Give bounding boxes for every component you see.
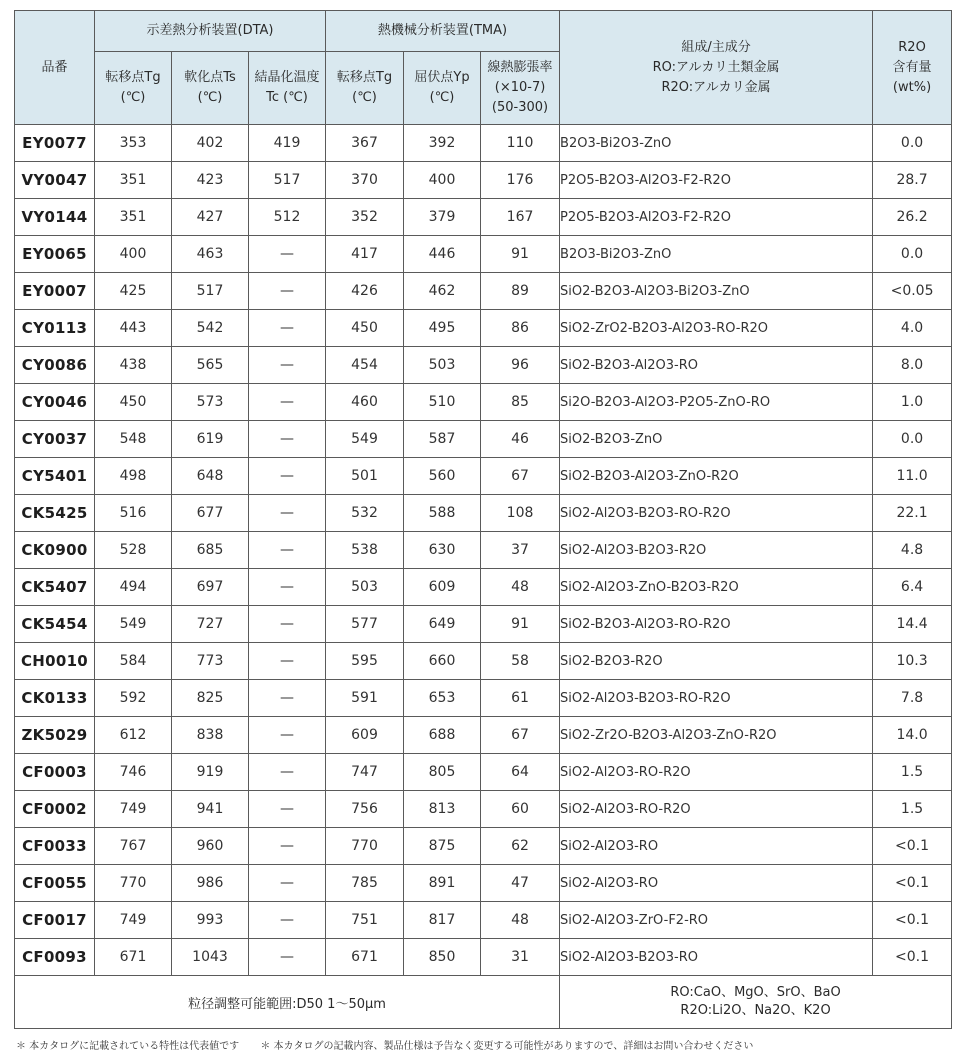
r2o-content-cell: 1.5	[873, 754, 952, 791]
composition-cell: SiO2-Al2O3-RO-R2O	[560, 791, 873, 828]
yield-point-cell: 587	[404, 421, 481, 458]
thermal-expansion-cell: 89	[481, 273, 560, 310]
yield-point-cell: 400	[404, 162, 481, 199]
r2o-content-cell: 0.0	[873, 421, 952, 458]
header-r2o-content: R2O 含有量 (wt%)	[873, 11, 952, 125]
composition-cell: SiO2-B2O3-Al2O3-ZnO-R2O	[560, 458, 873, 495]
header-composition: 組成/主成分 RO:アルカリ土類金属 R2O:アルカリ金属	[560, 11, 873, 125]
dta-tg-cell: 749	[95, 902, 172, 939]
r2o-content-cell: 8.0	[873, 347, 952, 384]
table-row	[15, 273, 952, 310]
crystallization-temp-cell: —	[249, 532, 326, 569]
header-tma-group: 熱機械分析装置(TMA)	[326, 11, 560, 52]
crystallization-temp-cell: —	[249, 902, 326, 939]
dta-tg-cell: 770	[95, 865, 172, 902]
thermal-expansion-cell: 91	[481, 606, 560, 643]
dta-tg-cell: 516	[95, 495, 172, 532]
yield-point-cell: 379	[404, 199, 481, 236]
softening-point-cell: 986	[172, 865, 249, 902]
tma-tg-cell: 454	[326, 347, 404, 384]
thermal-expansion-cell: 110	[481, 125, 560, 162]
yield-point-cell: 805	[404, 754, 481, 791]
thermal-expansion-cell: 91	[481, 236, 560, 273]
part-code-cell: CK5407	[15, 569, 95, 606]
ro-legend: RO:CaO、MgO、SrO、BaO	[670, 985, 841, 1000]
dta-tg-cell: 549	[95, 606, 172, 643]
r2o-content-cell: 14.4	[873, 606, 952, 643]
tma-tg-cell: 538	[326, 532, 404, 569]
composition-cell: SiO2-Al2O3-B2O3-R2O	[560, 532, 873, 569]
dta-tg-cell: 584	[95, 643, 172, 680]
crystallization-temp-cell: —	[249, 310, 326, 347]
header-tma-tg: 転移点Tg (℃)	[326, 52, 404, 125]
thermal-expansion-cell: 96	[481, 347, 560, 384]
crystallization-temp-cell: —	[249, 754, 326, 791]
table-row	[15, 643, 952, 680]
footnote-subject-to-change: ＊ 本カタログの記載内容、製品仕様は予告なく変更する可能性がありますので、詳細はお問い合わせください	[260, 1041, 754, 1052]
yield-point-cell: 875	[404, 828, 481, 865]
table-row	[15, 458, 952, 495]
softening-point-cell: 542	[172, 310, 249, 347]
dta-tg-cell: 494	[95, 569, 172, 606]
softening-point-cell: 960	[172, 828, 249, 865]
thermal-expansion-cell: 67	[481, 458, 560, 495]
softening-point-cell: 565	[172, 347, 249, 384]
table-row	[15, 125, 952, 162]
composition-cell: SiO2-Al2O3-B2O3-RO-R2O	[560, 680, 873, 717]
crystallization-temp-cell: —	[249, 569, 326, 606]
composition-cell: SiO2-B2O3-R2O	[560, 643, 873, 680]
table-row	[15, 902, 952, 939]
crystallization-temp-cell: —	[249, 717, 326, 754]
r2o-content-cell: 1.5	[873, 791, 952, 828]
yield-point-cell: 817	[404, 902, 481, 939]
r2o-content-cell: 0.0	[873, 236, 952, 273]
crystallization-temp-cell: 517	[249, 162, 326, 199]
part-code-cell: CF0055	[15, 865, 95, 902]
dta-tg-cell: 592	[95, 680, 172, 717]
crystallization-temp-cell: —	[249, 421, 326, 458]
tma-tg-cell: 595	[326, 643, 404, 680]
crystallization-temp-cell: —	[249, 865, 326, 902]
composition-cell: SiO2-ZrO2-B2O3-Al2O3-RO-R2O	[560, 310, 873, 347]
r2o-content-cell: 11.0	[873, 458, 952, 495]
crystallization-temp-cell: —	[249, 347, 326, 384]
table-row	[15, 791, 952, 828]
crystallization-temp-cell: 512	[249, 199, 326, 236]
composition-cell: B2O3-Bi2O3-ZnO	[560, 125, 873, 162]
table-footer-row	[15, 976, 952, 1029]
composition-cell: SiO2-Al2O3-RO-R2O	[560, 754, 873, 791]
tma-tg-cell: 370	[326, 162, 404, 199]
dta-tg-cell: 767	[95, 828, 172, 865]
dta-tg-cell: 353	[95, 125, 172, 162]
r2o-content-cell: 10.3	[873, 643, 952, 680]
tma-tg-cell: 609	[326, 717, 404, 754]
table-row	[15, 680, 952, 717]
composition-cell: SiO2-Al2O3-B2O3-RO	[560, 939, 873, 976]
yield-point-cell: 649	[404, 606, 481, 643]
part-code-cell: CF0017	[15, 902, 95, 939]
table-row	[15, 717, 952, 754]
yield-point-cell: 588	[404, 495, 481, 532]
table-row	[15, 495, 952, 532]
composition-cell: SiO2-Zr2O-B2O3-Al2O3-ZnO-R2O	[560, 717, 873, 754]
composition-cell: SiO2-B2O3-Al2O3-Bi2O3-ZnO	[560, 273, 873, 310]
tma-tg-cell: 450	[326, 310, 404, 347]
yield-point-cell: 891	[404, 865, 481, 902]
crystallization-temp-cell: —	[249, 273, 326, 310]
dta-tg-cell: 351	[95, 162, 172, 199]
thermal-expansion-cell: 58	[481, 643, 560, 680]
thermal-expansion-cell: 108	[481, 495, 560, 532]
crystallization-temp-cell: —	[249, 606, 326, 643]
dta-tg-cell: 400	[95, 236, 172, 273]
tma-tg-cell: 747	[326, 754, 404, 791]
crystallization-temp-cell: —	[249, 939, 326, 976]
part-code-cell: CF0002	[15, 791, 95, 828]
r2o-content-cell: 4.8	[873, 532, 952, 569]
dta-tg-cell: 548	[95, 421, 172, 458]
table-header	[15, 11, 952, 125]
header-tma-yp: 屈伏点Yp (℃)	[404, 52, 481, 125]
composition-cell: P2O5-B2O3-Al2O3-F2-R2O	[560, 199, 873, 236]
header-dta-tg: 転移点Tg (℃)	[95, 52, 172, 125]
tma-tg-cell: 671	[326, 939, 404, 976]
thermal-expansion-cell: 60	[481, 791, 560, 828]
softening-point-cell: 919	[172, 754, 249, 791]
part-code-cell: CF0033	[15, 828, 95, 865]
softening-point-cell: 648	[172, 458, 249, 495]
header-part-no: 品番	[15, 11, 95, 125]
part-code-cell: CK5454	[15, 606, 95, 643]
dta-tg-cell: 746	[95, 754, 172, 791]
softening-point-cell: 677	[172, 495, 249, 532]
part-code-cell: CY0037	[15, 421, 95, 458]
table-row	[15, 310, 952, 347]
table-row	[15, 199, 952, 236]
table-row	[15, 939, 952, 976]
part-code-cell: CK0900	[15, 532, 95, 569]
composition-cell: Si2O-B2O3-Al2O3-P2O5-ZnO-RO	[560, 384, 873, 421]
dta-tg-cell: 498	[95, 458, 172, 495]
table-row	[15, 569, 952, 606]
table-row	[15, 236, 952, 273]
tma-tg-cell: 417	[326, 236, 404, 273]
particle-size-note: 粒径調整可能範囲:D50 1〜50μm	[15, 976, 560, 1029]
tma-tg-cell: 785	[326, 865, 404, 902]
r2o-content-cell: 26.2	[873, 199, 952, 236]
yield-point-cell: 495	[404, 310, 481, 347]
softening-point-cell: 773	[172, 643, 249, 680]
thermal-expansion-cell: 31	[481, 939, 560, 976]
tma-tg-cell: 426	[326, 273, 404, 310]
r2o-content-cell: 14.0	[873, 717, 952, 754]
thermal-expansion-cell: 48	[481, 902, 560, 939]
yield-point-cell: 653	[404, 680, 481, 717]
crystallization-temp-cell: —	[249, 791, 326, 828]
softening-point-cell: 619	[172, 421, 249, 458]
dta-tg-cell: 671	[95, 939, 172, 976]
thermal-expansion-cell: 176	[481, 162, 560, 199]
part-code-cell: VY0047	[15, 162, 95, 199]
header-tma-cte: 線熱膨張率 (×10-7) (50-300)	[481, 52, 560, 125]
table-row	[15, 865, 952, 902]
r2o-content-cell: 7.8	[873, 680, 952, 717]
thermal-expansion-cell: 67	[481, 717, 560, 754]
r2o-content-cell: 22.1	[873, 495, 952, 532]
table-row	[15, 421, 952, 458]
header-dta-tc: 結晶化温度 Tc (℃)	[249, 52, 326, 125]
yield-point-cell: 850	[404, 939, 481, 976]
yield-point-cell: 813	[404, 791, 481, 828]
part-code-cell: EY0077	[15, 125, 95, 162]
dta-tg-cell: 443	[95, 310, 172, 347]
r2o-content-cell: 28.7	[873, 162, 952, 199]
table-row	[15, 384, 952, 421]
composition-cell: SiO2-Al2O3-ZrO-F2-RO	[560, 902, 873, 939]
crystallization-temp-cell: 419	[249, 125, 326, 162]
dta-tg-cell: 612	[95, 717, 172, 754]
thermal-expansion-cell: 37	[481, 532, 560, 569]
dta-tg-cell: 351	[95, 199, 172, 236]
table-row	[15, 532, 952, 569]
tma-tg-cell: 751	[326, 902, 404, 939]
softening-point-cell: 685	[172, 532, 249, 569]
tma-tg-cell: 770	[326, 828, 404, 865]
softening-point-cell: 838	[172, 717, 249, 754]
part-code-cell: CY0086	[15, 347, 95, 384]
tma-tg-cell: 367	[326, 125, 404, 162]
softening-point-cell: 463	[172, 236, 249, 273]
softening-point-cell: 1043	[172, 939, 249, 976]
part-code-cell: CK5425	[15, 495, 95, 532]
composition-cell: SiO2-Al2O3-RO	[560, 865, 873, 902]
dta-tg-cell: 425	[95, 273, 172, 310]
thermal-expansion-cell: 48	[481, 569, 560, 606]
yield-point-cell: 503	[404, 347, 481, 384]
legend-cell	[560, 976, 952, 1029]
yield-point-cell: 630	[404, 532, 481, 569]
dta-tg-cell: 450	[95, 384, 172, 421]
r2o-content-cell: <0.1	[873, 902, 952, 939]
table-row	[15, 347, 952, 384]
part-code-cell: CF0003	[15, 754, 95, 791]
glass-spec-table	[14, 10, 952, 1029]
tma-tg-cell: 503	[326, 569, 404, 606]
crystallization-temp-cell: —	[249, 384, 326, 421]
softening-point-cell: 993	[172, 902, 249, 939]
crystallization-temp-cell: —	[249, 643, 326, 680]
r2o-content-cell: <0.1	[873, 828, 952, 865]
tma-tg-cell: 591	[326, 680, 404, 717]
composition-cell: SiO2-Al2O3-B2O3-RO-R2O	[560, 495, 873, 532]
table-row	[15, 606, 952, 643]
thermal-expansion-cell: 85	[481, 384, 560, 421]
r2o-legend: R2O:Li2O、Na2O、K2O	[680, 1003, 831, 1018]
crystallization-temp-cell: —	[249, 495, 326, 532]
crystallization-temp-cell: —	[249, 458, 326, 495]
dta-tg-cell: 528	[95, 532, 172, 569]
softening-point-cell: 697	[172, 569, 249, 606]
part-code-cell: CK0133	[15, 680, 95, 717]
tma-tg-cell: 532	[326, 495, 404, 532]
part-code-cell: CH0010	[15, 643, 95, 680]
crystallization-temp-cell: —	[249, 828, 326, 865]
part-code-cell: VY0144	[15, 199, 95, 236]
dta-tg-cell: 438	[95, 347, 172, 384]
r2o-content-cell: 0.0	[873, 125, 952, 162]
composition-cell: SiO2-Al2O3-RO	[560, 828, 873, 865]
yield-point-cell: 462	[404, 273, 481, 310]
table-row	[15, 162, 952, 199]
softening-point-cell: 427	[172, 199, 249, 236]
thermal-expansion-cell: 61	[481, 680, 560, 717]
tma-tg-cell: 352	[326, 199, 404, 236]
yield-point-cell: 609	[404, 569, 481, 606]
composition-cell: P2O5-B2O3-Al2O3-F2-R2O	[560, 162, 873, 199]
softening-point-cell: 517	[172, 273, 249, 310]
footnotes	[16, 1037, 771, 1052]
tma-tg-cell: 549	[326, 421, 404, 458]
table-row	[15, 754, 952, 791]
part-code-cell: CF0093	[15, 939, 95, 976]
r2o-content-cell: 1.0	[873, 384, 952, 421]
tma-tg-cell: 460	[326, 384, 404, 421]
header-dta-ts: 軟化点Ts (℃)	[172, 52, 249, 125]
part-code-cell: EY0065	[15, 236, 95, 273]
softening-point-cell: 727	[172, 606, 249, 643]
thermal-expansion-cell: 47	[481, 865, 560, 902]
r2o-content-cell: <0.1	[873, 939, 952, 976]
composition-cell: SiO2-B2O3-Al2O3-RO	[560, 347, 873, 384]
softening-point-cell: 825	[172, 680, 249, 717]
table-body	[15, 125, 952, 976]
composition-cell: SiO2-Al2O3-ZnO-B2O3-R2O	[560, 569, 873, 606]
part-code-cell: CY5401	[15, 458, 95, 495]
thermal-expansion-cell: 167	[481, 199, 560, 236]
thermal-expansion-cell: 46	[481, 421, 560, 458]
dta-tg-cell: 749	[95, 791, 172, 828]
crystallization-temp-cell: —	[249, 680, 326, 717]
part-code-cell: CY0113	[15, 310, 95, 347]
softening-point-cell: 573	[172, 384, 249, 421]
yield-point-cell: 392	[404, 125, 481, 162]
softening-point-cell: 423	[172, 162, 249, 199]
yield-point-cell: 688	[404, 717, 481, 754]
softening-point-cell: 941	[172, 791, 249, 828]
tma-tg-cell: 501	[326, 458, 404, 495]
r2o-content-cell: <0.1	[873, 865, 952, 902]
thermal-expansion-cell: 64	[481, 754, 560, 791]
thermal-expansion-cell: 62	[481, 828, 560, 865]
thermal-expansion-cell: 86	[481, 310, 560, 347]
part-code-cell: ZK5029	[15, 717, 95, 754]
composition-cell: B2O3-Bi2O3-ZnO	[560, 236, 873, 273]
tma-tg-cell: 756	[326, 791, 404, 828]
r2o-content-cell: 6.4	[873, 569, 952, 606]
composition-cell: SiO2-B2O3-Al2O3-RO-R2O	[560, 606, 873, 643]
yield-point-cell: 446	[404, 236, 481, 273]
footnote-representative-values: ＊ 本カタログに記載されている特性は代表値です	[16, 1041, 240, 1052]
yield-point-cell: 660	[404, 643, 481, 680]
crystallization-temp-cell: —	[249, 236, 326, 273]
softening-point-cell: 402	[172, 125, 249, 162]
header-dta-group: 示差熱分析装置(DTA)	[95, 11, 326, 52]
tma-tg-cell: 577	[326, 606, 404, 643]
yield-point-cell: 510	[404, 384, 481, 421]
table-row	[15, 828, 952, 865]
r2o-content-cell: 4.0	[873, 310, 952, 347]
composition-cell: SiO2-B2O3-ZnO	[560, 421, 873, 458]
r2o-content-cell: <0.05	[873, 273, 952, 310]
part-code-cell: EY0007	[15, 273, 95, 310]
part-code-cell: CY0046	[15, 384, 95, 421]
yield-point-cell: 560	[404, 458, 481, 495]
